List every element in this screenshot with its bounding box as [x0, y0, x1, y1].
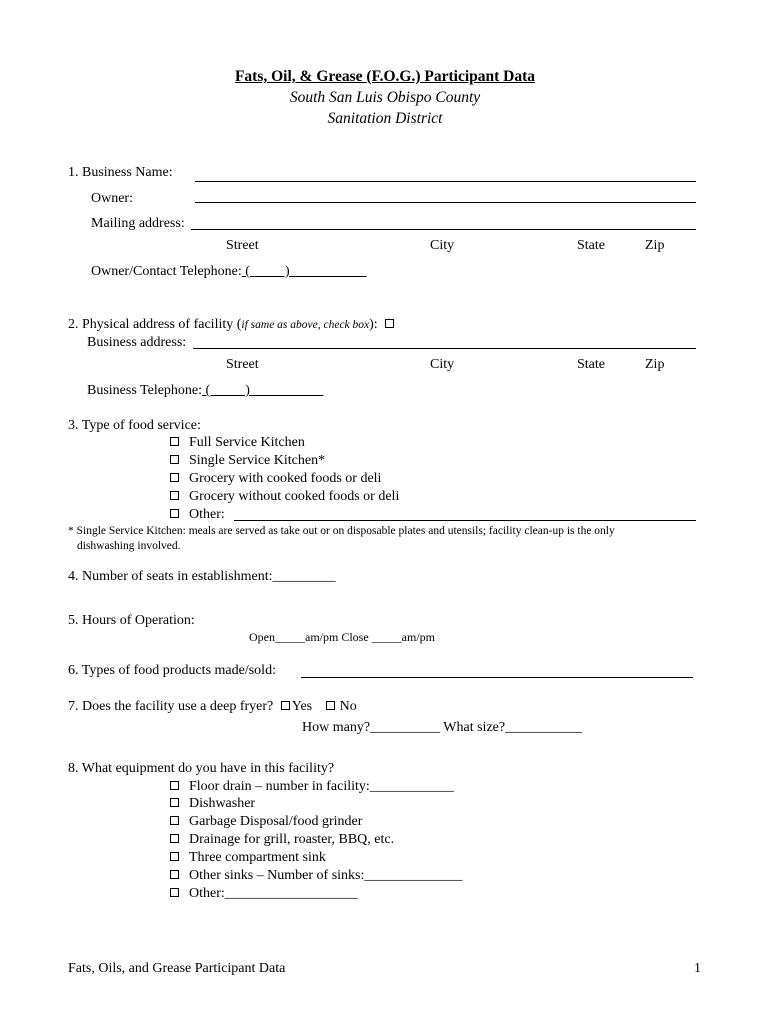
- business-street-caption: Street: [226, 357, 259, 372]
- mailing-address-field[interactable]: [191, 229, 696, 230]
- food-service-option-label: Grocery with cooked foods or deli: [189, 471, 382, 486]
- owner-label: Owner:: [91, 191, 133, 206]
- food-products-label: 6. Types of food products made/sold:: [68, 663, 276, 678]
- floor-drain-checkbox[interactable]: [170, 781, 179, 790]
- business-name-label: 1. Business Name:: [68, 165, 173, 180]
- food-service-option: [170, 436, 305, 450]
- owner-phone-row: [91, 265, 367, 279]
- page-title: Fats, Oil, & Grease (F.O.G.) Participant Data: [234, 68, 536, 85]
- food-service-option: [170, 472, 381, 486]
- equipment-option: [170, 887, 358, 901]
- equipment-option: [170, 833, 394, 847]
- deep-fryer-row: [68, 700, 357, 714]
- three-compartment-sink-checkbox[interactable]: [170, 852, 179, 861]
- equipment-option-label: Other sinks – Number of sinks:______________: [189, 868, 463, 883]
- food-products-field[interactable]: [301, 677, 693, 678]
- physical-address-row: [68, 318, 398, 332]
- equipment-option-label: Floor drain – number in facility:____________: [189, 779, 454, 794]
- business-address-label: Business address:: [87, 335, 187, 350]
- equipment-option: [170, 815, 362, 829]
- equipment-option: [170, 851, 326, 865]
- mailing-address-label: Mailing address:: [91, 216, 185, 231]
- food-service-other-field[interactable]: [234, 520, 696, 521]
- food-service-option-label: Full Service Kitchen: [189, 435, 305, 450]
- physical-address-suffix: ):: [369, 317, 378, 332]
- mailing-zip-caption: Zip: [645, 238, 665, 253]
- food-service-option-label: Other:: [189, 507, 225, 522]
- food-service-label: 3. Type of food service:: [68, 418, 201, 433]
- mailing-state-caption: State: [577, 238, 605, 253]
- food-service-option-label: Grocery without cooked foods or deli: [189, 489, 400, 504]
- business-state-caption: State: [577, 357, 605, 372]
- deep-fryer-no-label: No: [339, 699, 357, 714]
- footer-title: Fats, Oils, and Grease Participant Data: [68, 961, 286, 976]
- equipment-option-label: Garbage Disposal/food grinder: [189, 814, 363, 829]
- business-phone-label: Business Telephone:: [87, 383, 203, 398]
- equipment-other-checkbox[interactable]: [170, 888, 179, 897]
- owner-field[interactable]: [195, 202, 696, 203]
- business-phone-row: [87, 384, 323, 398]
- grocery-cooked-checkbox[interactable]: [170, 473, 179, 482]
- footnote-line-2: dishwashing involved.: [77, 540, 181, 552]
- hours-label: 5. Hours of Operation:: [68, 613, 195, 628]
- other-sinks-checkbox[interactable]: [170, 870, 179, 879]
- business-city-caption: City: [430, 357, 455, 372]
- equipment-option-label: Dishwasher: [189, 796, 256, 811]
- footnote-line-1: * Single Service Kitchen: meals are served as take out or on disposable plates and utensils; facility clean-up is the only: [68, 525, 615, 537]
- deep-fryer-yes-label: Yes: [291, 699, 313, 714]
- equipment-option: [170, 780, 454, 794]
- single-service-checkbox[interactable]: [170, 455, 179, 464]
- food-service-option: [170, 454, 325, 468]
- business-zip-caption: Zip: [645, 357, 665, 372]
- business-address-field[interactable]: [193, 348, 696, 349]
- food-service-option-label: Single Service Kitchen*: [189, 453, 326, 468]
- physical-address-hint: if same as above, check box: [241, 319, 370, 331]
- full-service-checkbox[interactable]: [170, 437, 179, 446]
- equipment-option-label: Three compartment sink: [189, 850, 326, 865]
- food-service-option: [170, 508, 225, 522]
- food-service-option: [170, 490, 399, 504]
- deep-fryer-no-checkbox[interactable]: [326, 701, 335, 710]
- deep-fryer-label: 7. Does the facility use a deep fryer?: [68, 699, 274, 714]
- seats-label[interactable]: 4. Number of seats in establishment:_________: [68, 569, 336, 584]
- page-subtitle-county: South San Luis Obispo County: [289, 89, 481, 106]
- mailing-street-caption: Street: [226, 238, 259, 253]
- page-number: 1: [694, 961, 701, 976]
- equipment-option: [170, 869, 462, 883]
- page-subtitle-district: Sanitation District: [327, 110, 443, 127]
- dishwasher-checkbox[interactable]: [170, 798, 179, 807]
- fryer-details-field[interactable]: How many?__________ What size?___________: [302, 720, 583, 735]
- business-name-field[interactable]: [195, 181, 696, 182]
- food-service-other-checkbox[interactable]: [170, 509, 179, 518]
- business-phone-field[interactable]: ( ): [202, 383, 324, 398]
- grocery-no-cooked-checkbox[interactable]: [170, 491, 179, 500]
- mailing-city-caption: City: [430, 238, 455, 253]
- deep-fryer-yes-checkbox[interactable]: [281, 701, 290, 710]
- grill-drainage-checkbox[interactable]: [170, 834, 179, 843]
- equipment-option-label: Other:___________________: [189, 886, 358, 901]
- equipment-label: 8. What equipment do you have in this facility?: [68, 761, 335, 776]
- owner-phone-label: Owner/Contact Telephone:: [91, 264, 242, 279]
- hours-field[interactable]: Open_____am/pm Close _____am/pm: [249, 630, 435, 644]
- same-address-checkbox[interactable]: [385, 319, 394, 328]
- physical-address-label: 2. Physical address of facility (: [68, 317, 242, 332]
- owner-phone-field[interactable]: ( ): [241, 264, 367, 279]
- equipment-option: [170, 797, 255, 811]
- equipment-option-label: Drainage for grill, roaster, BBQ, etc.: [189, 832, 395, 847]
- garbage-disposal-checkbox[interactable]: [170, 816, 179, 825]
